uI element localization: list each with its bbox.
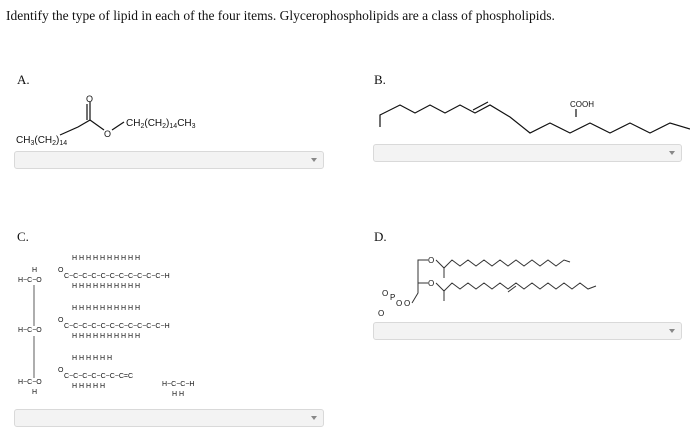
question-prompt: Identify the type of lipid in each of the four items. Glycerophospholipids are a class of phospholipids. bbox=[6, 8, 555, 23]
svg-text:O: O bbox=[378, 309, 385, 318]
svg-text:H−C−O: H−C−O bbox=[18, 277, 42, 284]
item-a-o-chain-bond bbox=[112, 122, 124, 130]
svg-text:O: O bbox=[58, 267, 64, 274]
svg-text:O: O bbox=[58, 317, 64, 324]
svg-text:H H H H H H: H H H H H H bbox=[72, 355, 113, 362]
item-b-double-bond bbox=[473, 102, 488, 110]
svg-text:H H H H H H H H H H: H H H H H H H H H H bbox=[72, 333, 141, 340]
item-c-label: C. bbox=[17, 229, 29, 244]
item-a-ester-oxygen: O bbox=[104, 129, 112, 139]
chevron-down-icon bbox=[669, 151, 675, 155]
svg-text:O: O bbox=[404, 299, 411, 308]
chevron-down-icon bbox=[669, 329, 675, 333]
item-c-lipid-type-select[interactable] bbox=[14, 409, 324, 427]
item-b-structure bbox=[370, 95, 690, 140]
item-b-label: B. bbox=[374, 72, 386, 87]
item-d-structure bbox=[370, 248, 620, 323]
svg-text:H H H H H H H H H H: H H H H H H H H H H bbox=[72, 305, 141, 312]
svg-text:H H H H H H H H H H: H H H H H H H H H H bbox=[72, 283, 141, 290]
item-a-lipid-type-select[interactable] bbox=[14, 151, 324, 169]
svg-text:H−C−C−H: H−C−C−H bbox=[162, 381, 195, 388]
chevron-down-icon bbox=[311, 416, 317, 420]
item-d-lipid-type-select[interactable] bbox=[373, 322, 682, 340]
svg-text:H−C−O: H−C−O bbox=[18, 327, 42, 334]
item-a-right-formula: $CH_2(CH_2)_{14}CH_3$ bbox=[126, 118, 196, 130]
item-a-left-formula: $CH_3(CH_2)_{14}$ bbox=[16, 135, 68, 147]
svg-text:P: P bbox=[390, 293, 396, 302]
item-a-bond-lines bbox=[60, 102, 90, 135]
svg-text:H: H bbox=[32, 389, 38, 396]
svg-text:C−C−C−C−C−C−C=C: C−C−C−C−C−C−C=C bbox=[64, 373, 134, 380]
svg-text:H−C−O: H−C−O bbox=[18, 379, 42, 386]
svg-text:O: O bbox=[382, 289, 389, 298]
svg-text:O: O bbox=[428, 256, 435, 265]
svg-text:H H H H H H H H H H: H H H H H H H H H H bbox=[72, 255, 141, 262]
item-b-lipid-type-select[interactable] bbox=[373, 144, 682, 162]
svg-text:O: O bbox=[396, 299, 403, 308]
svg-text:H H H H H: H H H H H bbox=[72, 383, 106, 390]
item-a-label: A. bbox=[17, 72, 30, 87]
item-a-structure bbox=[10, 90, 330, 150]
svg-text:H H: H H bbox=[172, 391, 185, 398]
item-d-label: D. bbox=[374, 229, 387, 244]
chevron-down-icon bbox=[311, 158, 317, 162]
item-b-cooh-label: COOH bbox=[570, 100, 594, 109]
svg-text:C−C−C−C−C−C−C−C−C−C−C−H: C−C−C−C−C−C−C−C−C−C−C−H bbox=[64, 323, 170, 330]
item-a-carbonyl-oxygen: O bbox=[86, 94, 94, 104]
svg-text:O: O bbox=[58, 367, 64, 374]
item-a-ester-bond bbox=[90, 120, 104, 130]
item-c-structure bbox=[12, 248, 222, 398]
svg-text:H: H bbox=[32, 267, 38, 274]
svg-text:O: O bbox=[428, 279, 435, 288]
item-b-carbon-chain bbox=[380, 105, 690, 133]
svg-text:C−C−C−C−C−C−C−C−C−C−C−H: C−C−C−C−C−C−C−C−C−C−C−H bbox=[64, 273, 170, 280]
